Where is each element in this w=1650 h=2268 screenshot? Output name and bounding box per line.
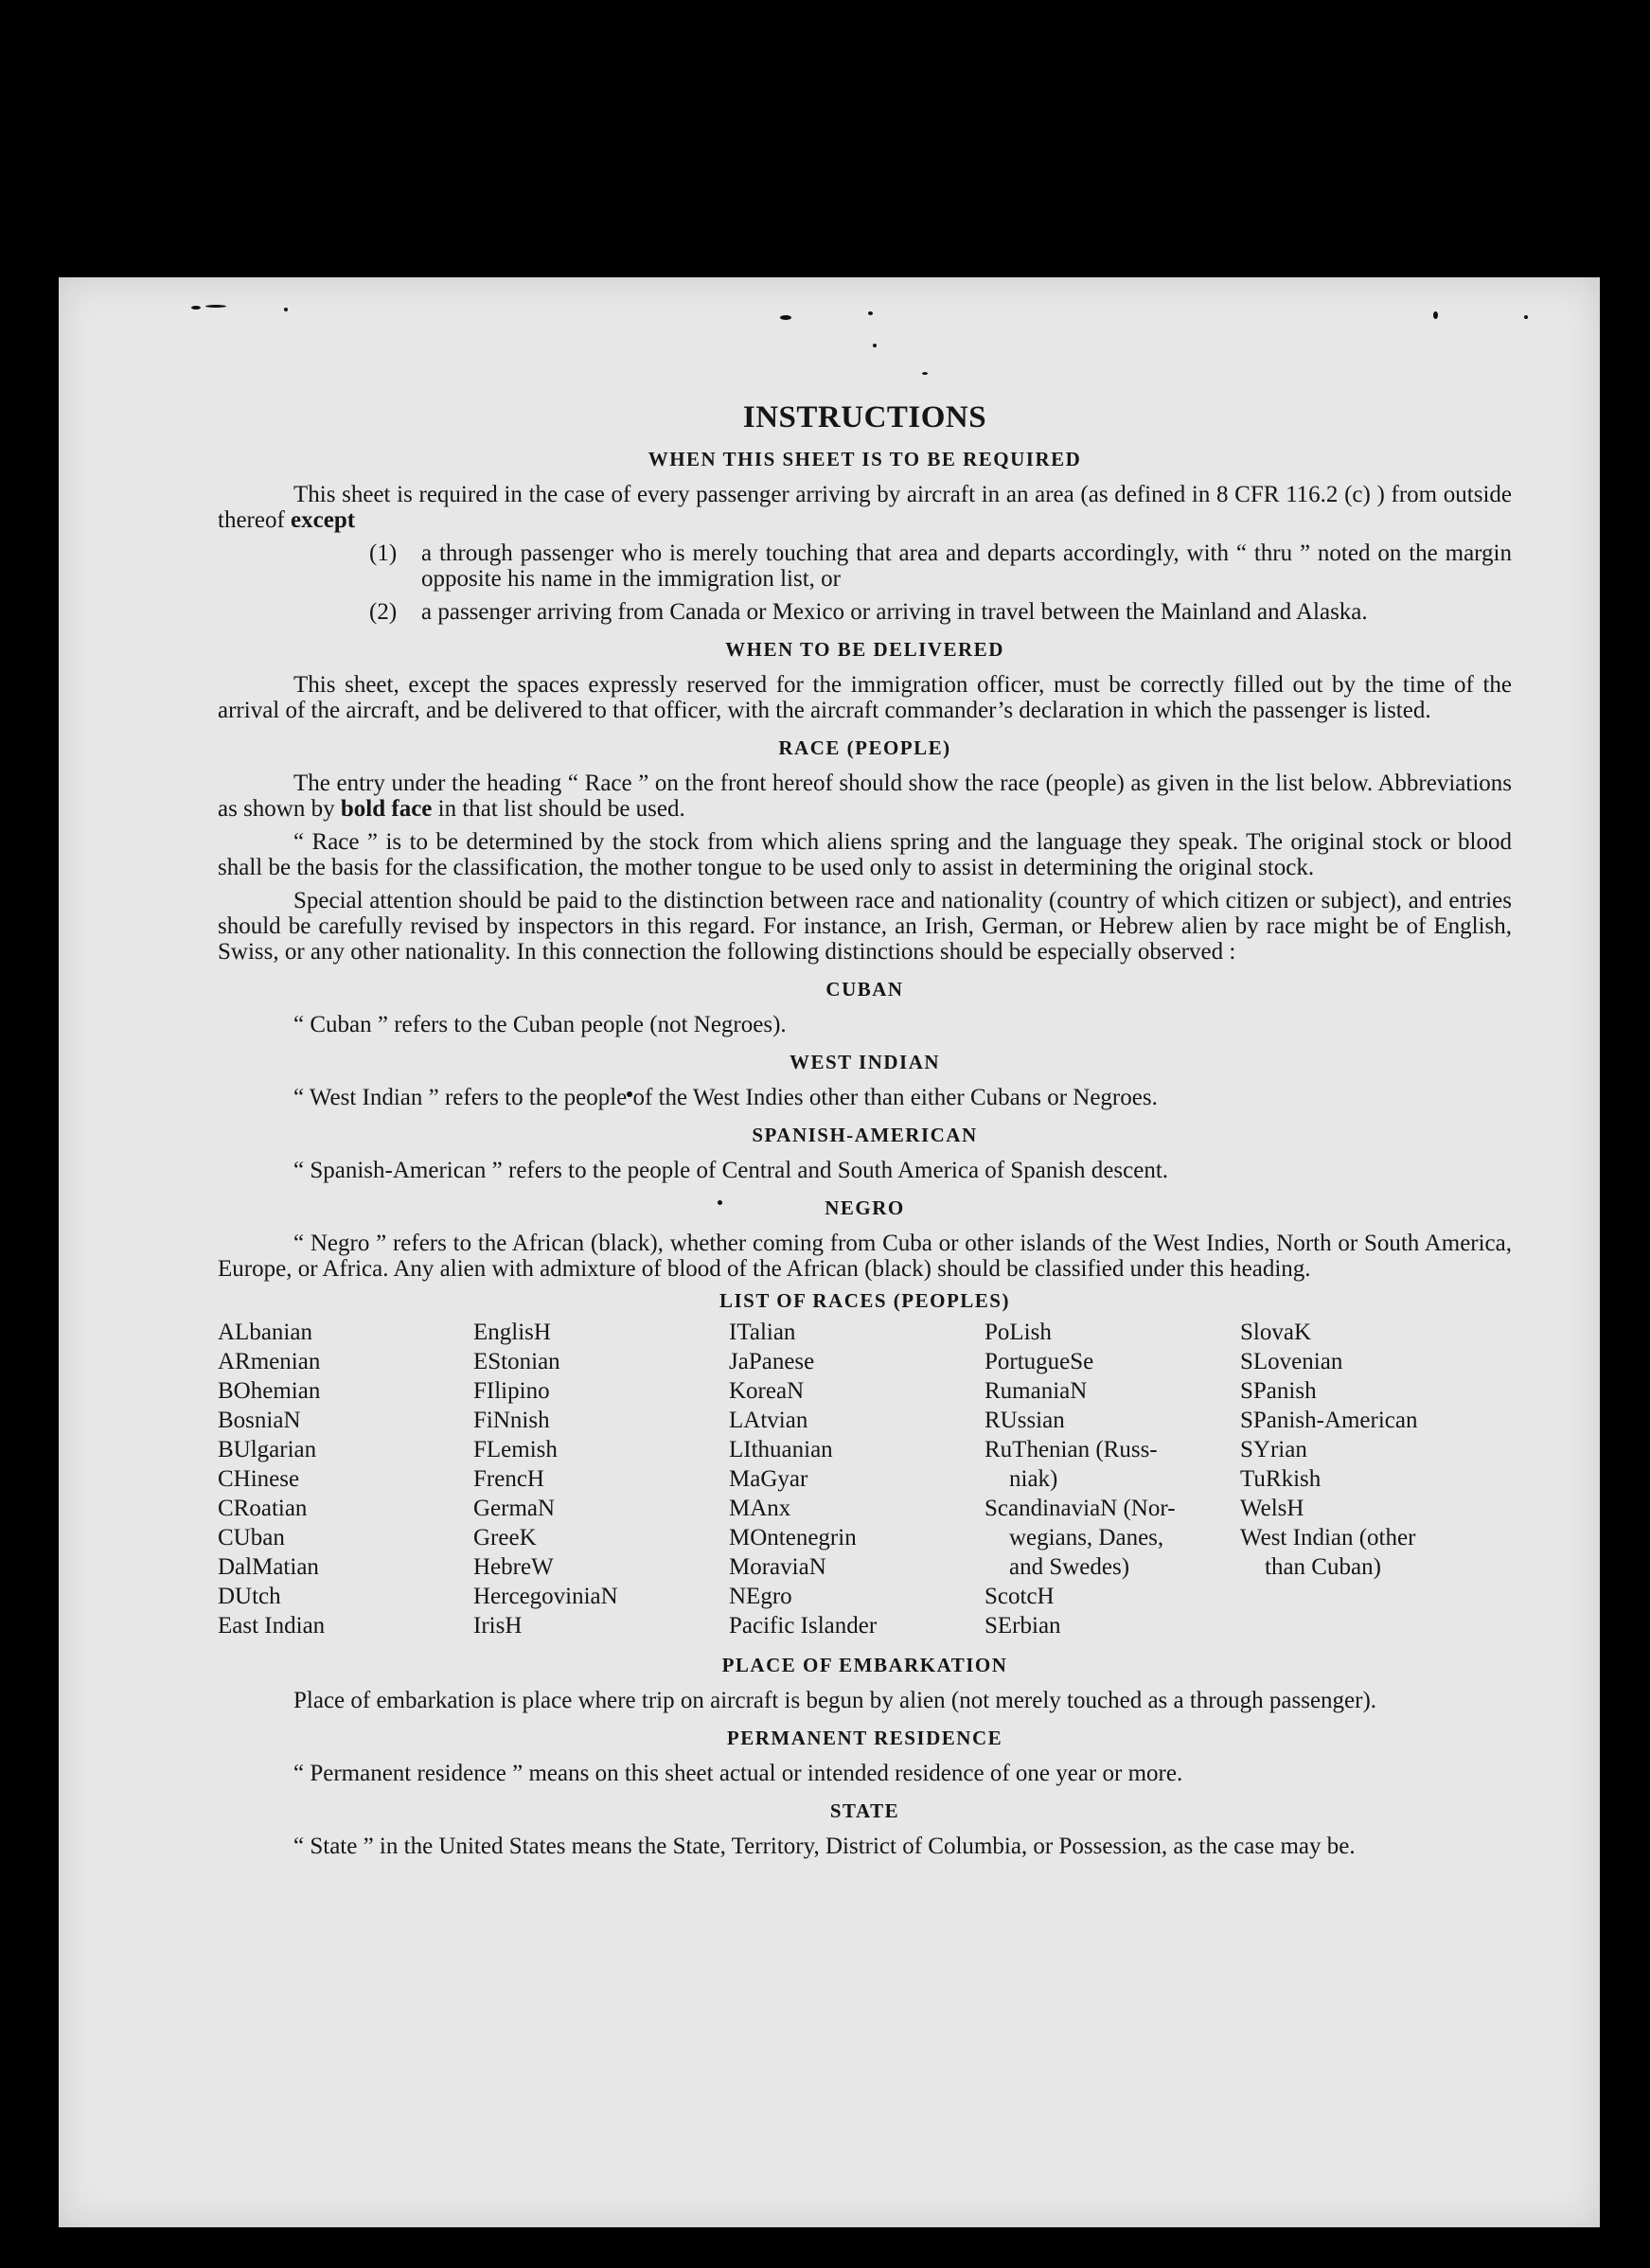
race-entry: EnglisH	[473, 1320, 551, 1345]
race-entry: IrisH	[473, 1613, 523, 1639]
heading-when-delivered: WHEN TO BE DELIVERED	[725, 638, 1004, 661]
race-entry-continued: niak)	[1009, 1466, 1058, 1492]
heading-race: RACE (PEOPLE)	[778, 736, 951, 759]
race-paragraph-1: The entry under the heading “ Race ” on the front hereof should show the race (people) as given in the list below. Abbreviations as shown by bold face in that list should be used.	[218, 771, 1512, 822]
heading-list-of-races: LIST OF RACES (PEOPLES)	[719, 1289, 1010, 1312]
heading-cuban: CUBAN	[825, 978, 904, 1001]
race-entry: ARmenian	[218, 1349, 321, 1374]
race-entry: BUlgarian	[218, 1437, 317, 1462]
except-word: except	[291, 507, 356, 533]
race-entry: NEgro	[729, 1584, 792, 1609]
heading-spanish-american: SPANISH-AMERICAN	[752, 1124, 978, 1146]
exception-item: (2) a passenger arriving from Canada or Mexico or arriving in travel between the Mainland and Alaska.	[369, 599, 1368, 625]
race-entry: SPanish	[1240, 1378, 1317, 1404]
race-entry: CUban	[218, 1525, 285, 1550]
race-entry: SPanish-American	[1240, 1408, 1418, 1433]
race-entry: BOhemian	[218, 1378, 321, 1404]
heading-negro: NEGRO	[825, 1196, 905, 1219]
race-entry: DUtch	[218, 1584, 281, 1609]
race-entry: BosniaN	[218, 1408, 301, 1433]
race-entry: PortugueSe	[985, 1349, 1094, 1374]
race-paragraph-2: “ Race ” is to be determined by the stock from which aliens spring and the language they speak. The original stock or blood shall be the basis for the classification, the mother tongue to be used only to assist in determining the original stock.	[218, 829, 1512, 880]
race-entry: ALbanian	[218, 1320, 312, 1345]
cuban-text: “ Cuban ” refers to the Cuban people (not Negroes).	[293, 1012, 787, 1037]
races-column	[729, 1318, 985, 1640]
race-entry: KoreaN	[729, 1378, 805, 1404]
race-entry: GermaN	[473, 1496, 556, 1521]
race-entry: MoraviaN	[729, 1554, 826, 1580]
race-entry: SLovenian	[1240, 1349, 1343, 1374]
race-entry: ScotcH	[985, 1584, 1055, 1609]
race-entry: East Indian	[218, 1613, 326, 1639]
state-text: “ State ” in the United States means the State, Territory, District of Columbia, or Possession, as the case may be.	[293, 1834, 1356, 1859]
race-entry: WelsH	[1240, 1496, 1304, 1521]
race-entry: FrencH	[473, 1466, 544, 1492]
race-entry: SYrian	[1240, 1437, 1307, 1462]
race-entry-continued: wegians, Danes,	[1009, 1525, 1164, 1550]
residence-text: “ Permanent residence ” means on this sheet actual or intended residence of one year or more.	[293, 1761, 1183, 1786]
page-title: INSTRUCTIONS	[742, 400, 987, 434]
exception-item: (1) a through passenger who is merely touching that area and departs accordingly, with “ thru ” noted on the margin opposite his name in the immigration list, or	[369, 540, 1512, 592]
races-column	[473, 1318, 729, 1640]
race-entry: CHinese	[218, 1466, 300, 1492]
race-entry: ITalian	[729, 1320, 796, 1345]
race-entry: FiNnish	[473, 1408, 550, 1433]
exceptions-list	[218, 540, 1512, 625]
race-entry: SErbian	[985, 1613, 1061, 1639]
heading-when-required: WHEN THIS SHEET IS TO BE REQUIRED	[648, 448, 1082, 470]
document-page	[59, 277, 1600, 2227]
race-entry: LAtvian	[729, 1408, 808, 1433]
race-entry-continued: and Swedes)	[1009, 1554, 1130, 1580]
race-entry: FIlipino	[473, 1378, 550, 1404]
race-entry: RumaniaN	[985, 1378, 1088, 1404]
west-indian-text: “ West Indian ” refers to the people of the West Indies other than either Cubans or Negroes.	[293, 1085, 1158, 1110]
races-table	[218, 1318, 1512, 1640]
race-entry: MaGyar	[729, 1466, 808, 1492]
instructions-body	[218, 400, 1512, 1867]
race-entry: TuRkish	[1240, 1466, 1322, 1492]
race-entry: MOntenegrin	[729, 1525, 857, 1550]
race-entry: JaPanese	[729, 1349, 815, 1374]
race-entry: HercegoviniaN	[473, 1584, 618, 1609]
races-column	[218, 1318, 473, 1640]
heading-permanent-residence: PERMANENT RESIDENCE	[726, 1727, 1003, 1749]
races-column	[1240, 1318, 1512, 1640]
race-entry: PoLish	[985, 1320, 1052, 1345]
required-intro: This sheet is required in the case of every passenger arriving by aircraft in an area (as defined in 8 CFR 116.2 (c) ) from outside thereof except	[218, 482, 1512, 533]
race-entry: EStonian	[473, 1349, 560, 1374]
race-entry: MAnx	[729, 1496, 791, 1521]
heading-embarkation: PLACE OF EMBARKATION	[721, 1654, 1008, 1676]
race-entry: HebreW	[473, 1554, 554, 1580]
race-entry: GreeK	[473, 1525, 537, 1550]
embarkation-text: Place of embarkation is place where trip on aircraft is begun by alien (not merely touched as a through passenger).	[293, 1688, 1377, 1713]
race-entry-continued: than Cuban)	[1265, 1554, 1381, 1580]
race-paragraph-3: Special attention should be paid to the distinction between race and nationality (country of which citizen or subject), and entries should be carefully revised by inspectors in this regard. For instance, an Irish, German, or Hebrew alien by race might be of English, Swiss, or any other nationality. In this connection the following distinctions should be especially observed :	[218, 888, 1512, 965]
delivered-text: This sheet, except the spaces expressly reserved for the immigration officer, must be correctly filled out by the time of the arrival of the aircraft, and be delivered to that officer, with the aircraft commander’s declaration in which the passenger is listed.	[218, 672, 1512, 723]
race-entry: RuThenian (Russ-	[985, 1437, 1158, 1462]
race-entry: CRoatian	[218, 1496, 308, 1521]
race-entry: ScandinaviaN (Nor-	[985, 1496, 1176, 1521]
race-entry: LIthuanian	[729, 1437, 833, 1462]
negro-text: “ Negro ” refers to the African (black), whether coming from Cuba or other islands of the West Indies, North or South America, Europe, or Africa. Any alien with admixture of blood of the African (black) should be classified under this heading.	[218, 1231, 1512, 1282]
heading-west-indian: WEST INDIAN	[789, 1051, 941, 1073]
races-column	[985, 1318, 1240, 1640]
spanish-american-text: “ Spanish-American ” refers to the people of Central and South America of Spanish descent.	[293, 1158, 1169, 1183]
race-entry: Pacific Islander	[729, 1613, 878, 1639]
race-entry: SlovaK	[1240, 1320, 1311, 1345]
heading-state: STATE	[829, 1799, 900, 1822]
race-entry: DalMatian	[218, 1554, 319, 1580]
race-entry: RUssian	[985, 1408, 1065, 1433]
race-entry: West Indian (other	[1240, 1525, 1416, 1550]
race-entry: FLemish	[473, 1437, 558, 1462]
